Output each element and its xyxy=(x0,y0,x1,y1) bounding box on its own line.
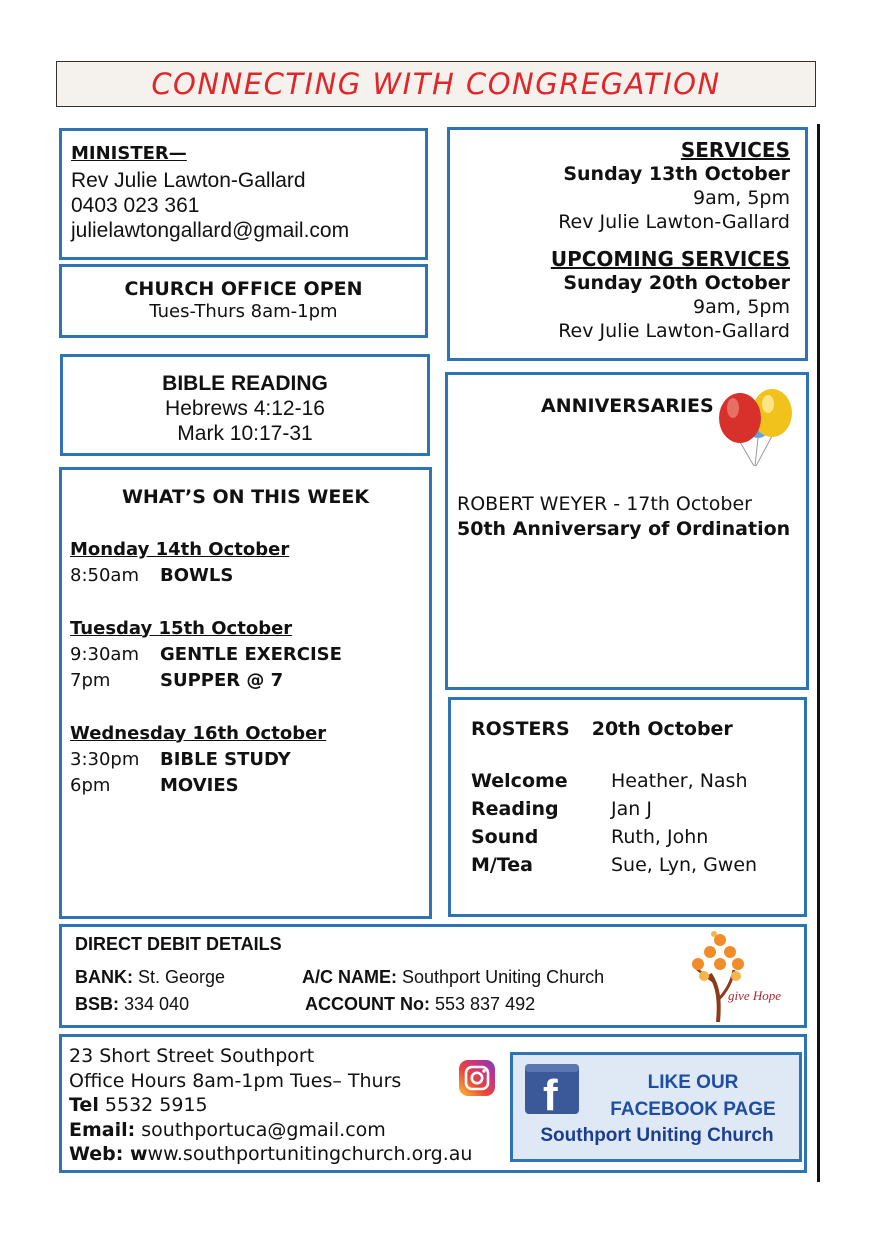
upcoming-service-leader: Rev Julie Lawton-Gallard xyxy=(558,320,790,342)
anniversaries-heading: ANNIVERSARIES xyxy=(541,395,714,417)
give-hope-logo-icon xyxy=(684,930,796,1024)
direct-debit-heading: DIRECT DEBIT DETAILS xyxy=(75,934,282,954)
newsletter-title: CONNECTING WITH CONGREGATION xyxy=(151,67,721,101)
account-name-detail: A/C NAME: Southport Uniting Church xyxy=(302,967,605,987)
rosters-heading: ROSTERS xyxy=(471,718,570,740)
service-date: Sunday 13th October xyxy=(563,163,790,185)
roster-row xyxy=(471,823,784,851)
instagram-icon[interactable] xyxy=(458,1059,496,1097)
bible-reading-2: Mark 10:17-31 xyxy=(177,422,313,445)
facebook-like-text: LIKE OUR FACEBOOK PAGE xyxy=(610,1072,776,1120)
roster-role: M/Tea xyxy=(471,854,533,876)
roster-row xyxy=(471,767,784,795)
whats-on-heading: WHAT’S ON THIS WEEK xyxy=(121,486,370,508)
anniversary-name: ROBERT WEYER - 17th October xyxy=(457,493,752,515)
roster-role: Welcome xyxy=(471,770,568,792)
day-name: Monday 14th October xyxy=(70,539,290,560)
roster-role: Reading xyxy=(471,798,559,820)
office-hours-line: Office Hours 8am-1pm Tues– Thurs xyxy=(69,1069,402,1092)
website-link[interactable]: ww.southportunitingchurch.org.au xyxy=(147,1143,473,1165)
day-name: Tuesday 15th October xyxy=(70,617,293,639)
services-box xyxy=(447,127,808,361)
newsletter-title-bar xyxy=(56,61,816,107)
roster-names: Jan J xyxy=(611,798,652,820)
telephone-number[interactable]: 5532 5915 xyxy=(104,1094,208,1116)
service-leader: Rev Julie Lawton-Gallard xyxy=(558,211,790,233)
bible-reading-box xyxy=(60,354,430,456)
balloons-icon xyxy=(714,384,798,468)
bible-reading-1: Hebrews 4:12-16 xyxy=(165,397,325,420)
roster-names: Ruth, John xyxy=(611,826,709,848)
upcoming-service-date: Sunday 20th October xyxy=(563,272,790,294)
office-hours: Tues-Thurs 8am-1pm xyxy=(149,301,338,322)
event-time: 6pm xyxy=(70,775,111,796)
rosters-date: 20th October xyxy=(591,718,733,740)
event-row xyxy=(70,642,421,669)
service-times: 9am, 5pm xyxy=(693,187,790,209)
event-time: 8:50am xyxy=(70,565,139,586)
facebook-icon[interactable] xyxy=(525,1064,579,1114)
whats-on-day-wednesday xyxy=(70,721,421,800)
event-name: GENTLE EXERCISE xyxy=(160,643,342,665)
church-office-box xyxy=(59,264,428,338)
minister-heading: MINISTER— xyxy=(71,143,187,164)
contact-email[interactable]: southportuca@gmail.com xyxy=(141,1118,386,1141)
day-name: Wednesday 16th October xyxy=(70,722,327,744)
church-address: 23 Short Street Southport xyxy=(69,1045,315,1067)
roster-role: Sound xyxy=(471,826,539,848)
whats-on-day-tuesday xyxy=(70,616,421,695)
minister-name: Rev Julie Lawton-Gallard xyxy=(71,169,306,192)
bible-heading: BIBLE READING xyxy=(162,372,328,395)
event-time: 9:30am xyxy=(70,643,139,665)
rosters-heading-row xyxy=(471,718,784,740)
event-name: BIBLE STUDY xyxy=(160,748,291,770)
website-line: Web: www.southportunitingchurch.org.au xyxy=(69,1143,473,1165)
event-name: BOWLS xyxy=(160,565,234,586)
account-number-detail: ACCOUNT No: 553 837 492 xyxy=(305,994,536,1014)
event-time: 3:30pm xyxy=(70,748,140,770)
upcoming-services-heading: UPCOMING SERVICES xyxy=(550,247,790,271)
right-vertical-rule xyxy=(817,124,820,1182)
roster-names: Sue, Lyn, Gwen xyxy=(611,854,758,876)
telephone-line: Tel 5532 5915 xyxy=(69,1094,208,1116)
upcoming-service-times: 9am, 5pm xyxy=(693,296,790,318)
minister-phone[interactable]: 0403 023 361 xyxy=(71,194,200,217)
rosters-box xyxy=(448,697,807,917)
services-heading: SERVICES xyxy=(680,138,790,162)
svg-text:f: f xyxy=(543,1071,558,1114)
office-heading: CHURCH OFFICE OPEN xyxy=(124,278,363,300)
email-line: Email: southportuca@gmail.com xyxy=(69,1118,386,1141)
event-row xyxy=(70,773,421,800)
minister-email[interactable]: julielawtongallard@gmail.com xyxy=(71,219,350,242)
anniversary-occasion: 50th Anniversary of Ordination xyxy=(457,518,791,540)
roster-names: Heather, Nash xyxy=(611,770,748,792)
facebook-panel[interactable] xyxy=(510,1052,802,1162)
roster-row xyxy=(471,795,784,823)
whats-on-day-monday xyxy=(70,537,421,590)
event-row xyxy=(70,668,421,695)
minister-box xyxy=(59,128,428,260)
event-name: MOVIES xyxy=(160,775,239,796)
svg-text:give Hope: give Hope xyxy=(728,988,782,1003)
whats-on-box xyxy=(59,467,432,919)
event-time: 7pm xyxy=(70,670,111,691)
event-row xyxy=(70,563,421,590)
event-name: SUPPER @ 7 xyxy=(160,670,284,691)
event-row xyxy=(70,747,421,774)
bsb-detail: BSB: 334 040 xyxy=(75,994,190,1014)
roster-row xyxy=(471,851,784,879)
bank-detail: BANK: St. George xyxy=(75,967,226,987)
facebook-page-name[interactable]: Southport Uniting Church xyxy=(540,1125,774,1146)
